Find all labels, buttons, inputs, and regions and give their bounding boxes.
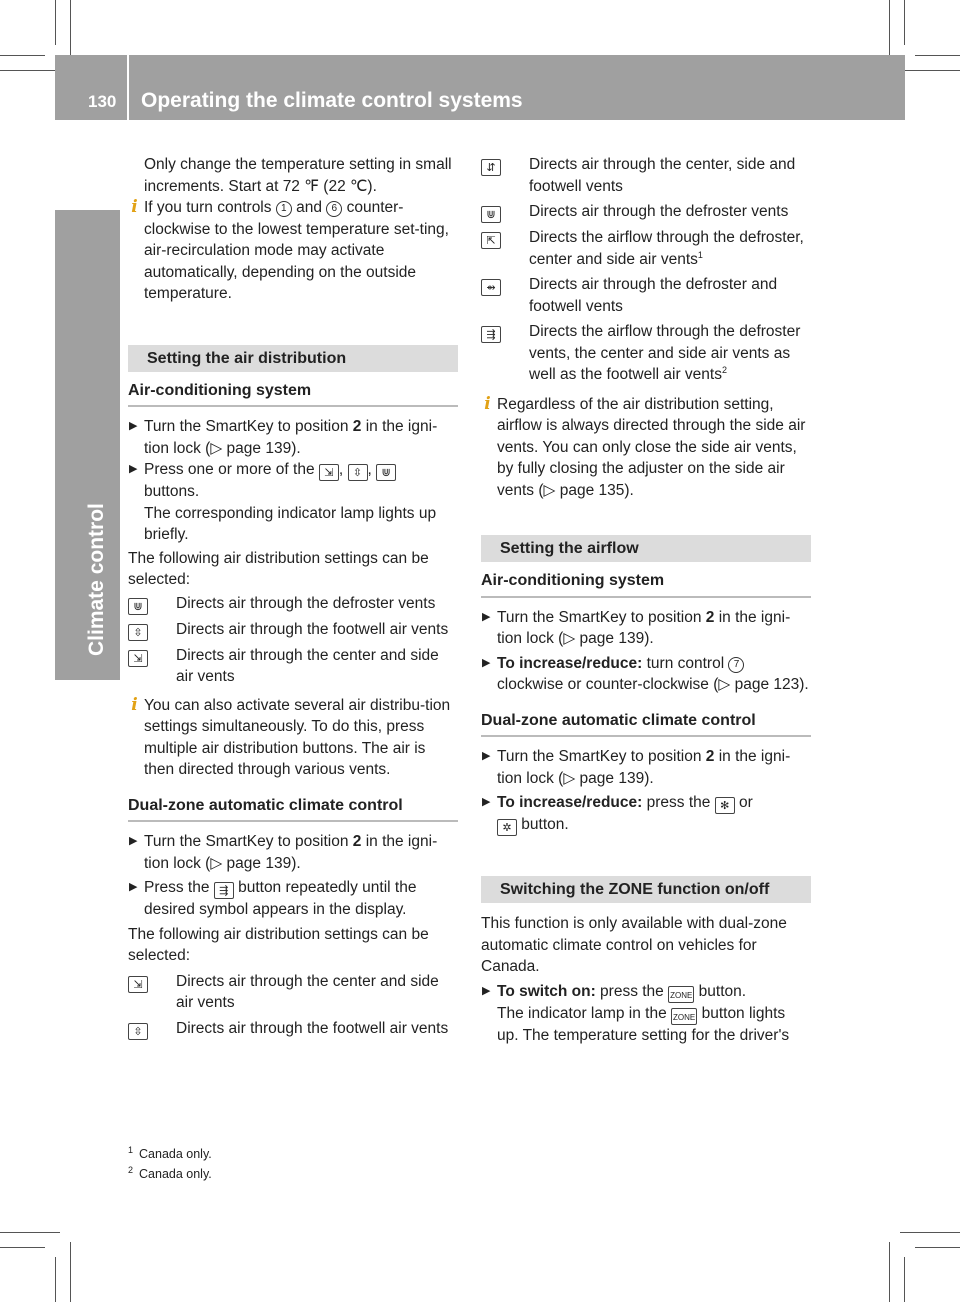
- airflow-footwell-button-icon: ⇳: [348, 464, 368, 481]
- crop-mark: [900, 70, 960, 71]
- table-row: ⇳ Directs air through the footwell air vents: [128, 619, 458, 641]
- crop-mark: [0, 1232, 60, 1233]
- airflow-defroster-footwell-icon: ⇴: [481, 279, 501, 296]
- crop-mark: [915, 1247, 960, 1248]
- footnote-ref: 2: [721, 364, 727, 375]
- footnote: $^1$ Canada only.: [128, 1144, 212, 1161]
- air-distribution-button-icon: ⇶: [214, 882, 234, 899]
- arrow-icon: ▶: [482, 656, 491, 669]
- arrow-icon: ▶: [482, 750, 491, 762]
- instruction-step: ▶ Turn the SmartKey to position 2 in the igni-tion lock (▷ page 139).: [129, 418, 438, 457]
- instruction-step: ▶ Press the ⇶ button repeatedly until the desired symbol appears in the display.: [129, 879, 417, 918]
- table-row: ⋓ Directs air through the defroster vents: [128, 593, 458, 615]
- airflow-footwell-icon: ⇳: [128, 1023, 148, 1040]
- crop-mark: [889, 0, 890, 60]
- airflow-defroster-center-icon: ⇱: [481, 232, 501, 249]
- crop-mark: [904, 0, 905, 45]
- subsection-heading: Air-conditioning system: [128, 380, 458, 408]
- info-icon: i: [484, 393, 491, 414]
- arrow-icon: ▶: [482, 796, 491, 808]
- page-title: Operating the climate control systems: [141, 89, 523, 112]
- paragraph: The following air distribution settings can be selected:: [128, 549, 429, 588]
- table-row: ⇲ Directs air through the center and side air vents: [128, 971, 458, 1014]
- crop-mark: [915, 55, 960, 56]
- table-row: ⇶ Directs the airflow through the defroster vents, the center and side air vents as well as the footwell air vents$^2$: [481, 321, 811, 386]
- crop-mark: [904, 1257, 905, 1302]
- footnote-ref: 1: [697, 249, 703, 260]
- crop-mark: [0, 1247, 45, 1248]
- section-heading: Setting the air distribution: [128, 345, 458, 372]
- info-note: i Regardless of the air distribution setting, airflow is always directed through the side air vents. You can only close the side air vents, by fully closing the adjuster on the side air vents (▷ page 135).: [481, 394, 811, 502]
- crop-mark: [70, 1242, 71, 1302]
- left-column: [128, 154, 458, 1040]
- airflow-all-vents-icon: ⇶: [481, 326, 501, 343]
- crop-mark: [889, 1242, 890, 1302]
- crop-mark: [55, 0, 56, 45]
- paragraph: This function is only available with dual-zone automatic climate control on vehicles for Canada.: [481, 915, 787, 975]
- table-row: ⇴ Directs air through the defroster and footwell vents: [481, 274, 811, 317]
- table-row: ⇲ Directs air through the center and side air vents: [128, 645, 458, 688]
- instruction-step: ▶ To switch on: press the ZONE button. The indicator lamp in the ZONE button lights up. The temperature setting for the driver's: [482, 982, 790, 1044]
- fan-increase-button-icon: ✻: [715, 797, 735, 814]
- instruction-step: ▶ Press one or more of the ⇲ , ⇳ , ⋓ buttons. The corresponding indicator lamp lights up briefly.: [129, 461, 437, 543]
- crop-mark: [0, 55, 45, 56]
- instruction-step: ▶ Turn the SmartKey to position 2 in the igni-tion lock (▷ page 139).: [482, 748, 791, 787]
- section-heading: Switching the ZONE function on/off: [481, 876, 811, 903]
- control-number-badge: 1: [276, 201, 292, 217]
- airflow-defroster-button-icon: ⋓: [376, 464, 396, 481]
- arrow-icon: ▶: [482, 984, 491, 997]
- subsection-heading: Dual-zone automatic climate control: [128, 795, 458, 823]
- crop-mark: [0, 70, 60, 71]
- control-number-badge: 7: [728, 657, 744, 673]
- arrow-icon: ▶: [129, 835, 138, 847]
- instruction-step: ▶ To increase/reduce: press the ✻ or ✲ button.: [482, 794, 753, 834]
- airflow-center-icon: ⇲: [128, 650, 148, 667]
- subsection-heading: Dual-zone automatic climate control: [481, 710, 811, 738]
- instruction-step: ▶ Turn the SmartKey to position 2 in the igni-tion lock (▷ page 139).: [129, 833, 438, 872]
- info-note: i If you turn controls 1 and 6 counter-clockwise to the lowest temperature set-ting, air-recirculation mode may activate automatically, depending on the outside temperature.: [128, 197, 458, 305]
- airflow-center-button-icon: ⇲: [319, 464, 339, 481]
- fan-decrease-button-icon: ✲: [497, 819, 517, 836]
- arrow-icon: ▶: [129, 420, 138, 432]
- paragraph: Only change the temperature setting in small increments. Start at 72 ℉ (22 ℃).: [144, 156, 452, 195]
- table-row: ⇵ Directs air through the center, side and footwell vents: [481, 154, 811, 197]
- zone-button-icon: ZONE: [671, 1008, 697, 1025]
- instruction-step: ▶ Turn the SmartKey to position 2 in the igni-tion lock (▷ page 139).: [482, 608, 791, 647]
- airflow-center-side-footwell-icon: ⇵: [481, 159, 501, 176]
- crop-mark: [70, 0, 71, 60]
- paragraph: The following air distribution settings can be selected:: [128, 925, 429, 964]
- crop-mark: [55, 1257, 56, 1302]
- airflow-center-icon: ⇲: [128, 976, 148, 993]
- table-row: ⋓ Directs air through the defroster vents: [481, 201, 811, 223]
- table-row: ⇳ Directs air through the footwell air vents: [128, 1018, 458, 1040]
- instruction-step: ▶ To increase/reduce: turn control 7 clockwise or counter-clockwise (▷ page 123).: [482, 654, 809, 693]
- page-number: 130: [88, 92, 117, 111]
- crop-mark: [900, 1232, 960, 1233]
- info-note: i You can also activate several air distribu-tion settings simultaneously. To do this, press multiple air distribution buttons. The air is then directed through various vents.: [128, 695, 458, 781]
- info-icon: i: [131, 197, 138, 217]
- info-icon: i: [131, 694, 138, 715]
- footnote: $^2$ Canada only.: [128, 1164, 212, 1181]
- airflow-defroster-icon: ⋓: [481, 206, 501, 223]
- airflow-footwell-icon: ⇳: [128, 624, 148, 641]
- table-row: ⇱ Directs the airflow through the defroster, center and side air vents$^1$: [481, 227, 811, 270]
- right-column: [481, 154, 811, 1046]
- arrow-icon: ▶: [129, 463, 138, 475]
- subsection-heading: Air-conditioning system: [481, 570, 811, 598]
- control-number-badge: 6: [326, 201, 342, 217]
- header-divider: [127, 55, 129, 120]
- zone-button-icon: ZONE: [668, 986, 694, 1003]
- arrow-icon: ▶: [129, 881, 138, 893]
- arrow-icon: ▶: [482, 610, 491, 623]
- side-tab-label: Climate control: [85, 503, 108, 656]
- section-heading: Setting the airflow: [481, 535, 811, 562]
- airflow-defroster-icon: ⋓: [128, 598, 148, 615]
